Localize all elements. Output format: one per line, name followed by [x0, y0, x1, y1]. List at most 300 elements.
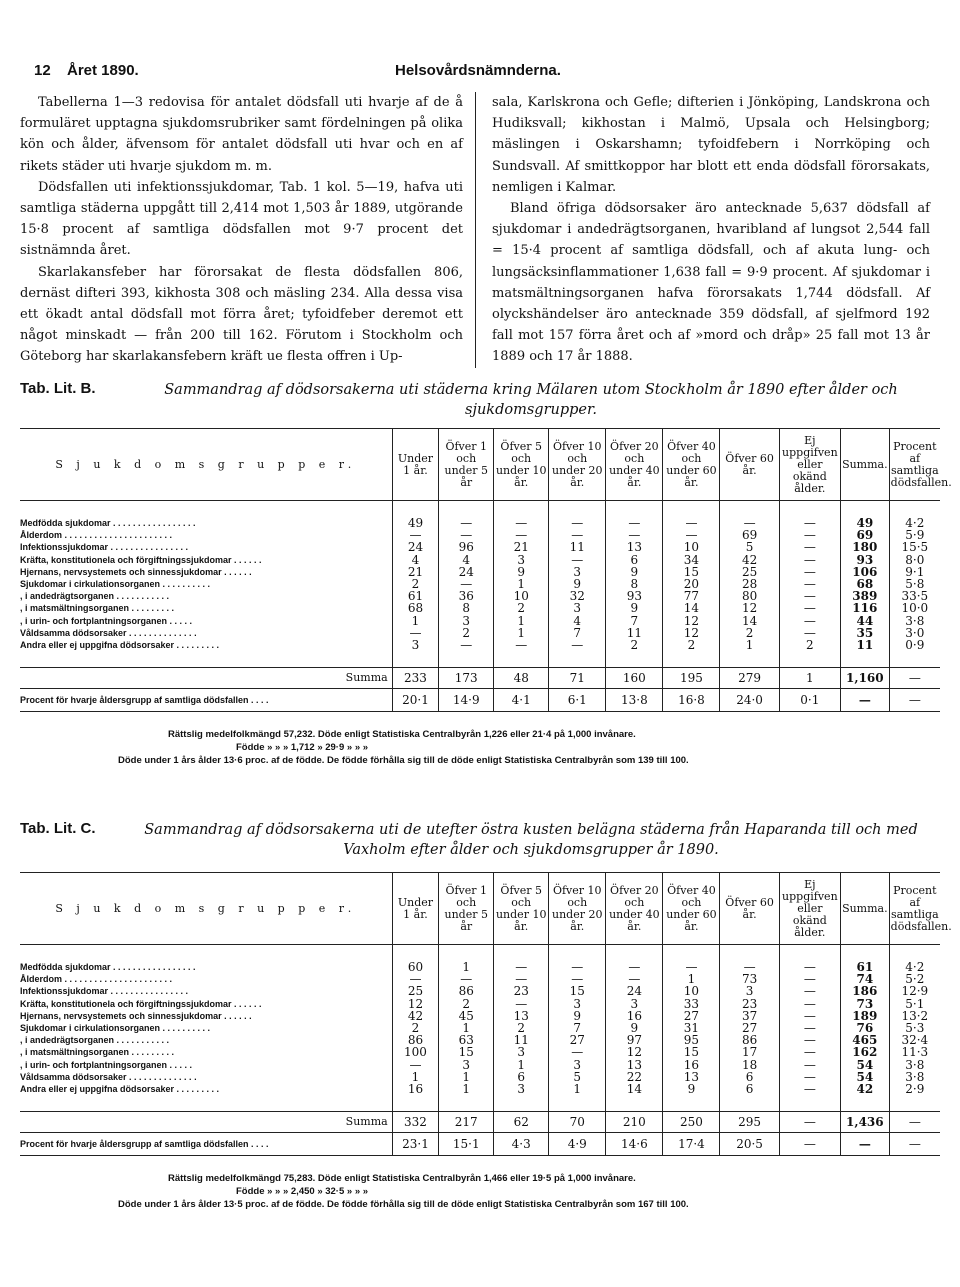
cell: 13·2	[889, 1010, 940, 1022]
cell: —	[663, 961, 720, 973]
cell: 2	[439, 998, 494, 1010]
row-label: Ålderdom . . . . . . . . . . . . . . . . . . . . . .	[20, 974, 173, 985]
table-row	[20, 1034, 940, 1046]
cell: —	[663, 529, 720, 541]
cell: —	[439, 973, 494, 985]
table-row	[20, 639, 940, 651]
cell: 62	[494, 1112, 549, 1133]
cell: —	[392, 1059, 439, 1071]
row-label: Summa	[20, 1112, 392, 1133]
cell: 12	[663, 615, 720, 627]
cell: 2	[494, 602, 549, 614]
cell: —	[779, 1034, 840, 1046]
cell: 2	[606, 639, 663, 651]
row-label: Sjukdomar i cirkulationsorganen . . . . . . . . . .	[20, 1023, 211, 1034]
cell: 4·3	[494, 1133, 549, 1156]
cell: 34	[663, 554, 720, 566]
cell: 9	[606, 602, 663, 614]
cell: 2·9	[889, 1083, 940, 1095]
cell: —	[779, 517, 840, 529]
cell: —	[549, 639, 606, 651]
cell: —	[779, 1022, 840, 1034]
cell: 60	[392, 961, 439, 973]
cell: 3	[549, 566, 606, 578]
cell: 389	[841, 590, 890, 602]
table-row	[20, 1083, 940, 1095]
column-header: Öfver 10 och under 20 år.	[549, 429, 606, 501]
cell: 160	[606, 668, 663, 689]
cell: 24·0	[720, 689, 779, 712]
cell: 5·1	[889, 998, 940, 1010]
row-label: Infektionssjukdomar . . . . . . . . . . . . . . . .	[20, 986, 189, 997]
table-b-notes	[118, 728, 689, 767]
cell: 5	[720, 541, 779, 553]
cell: 3	[392, 639, 439, 651]
row-label: Kräfta, konstitutionela och förgiftningssjukdomar . . . . . .	[20, 554, 262, 565]
row-label: Hjernans, nervsystemets och sinnessjukdomar . . . . . .	[20, 566, 252, 577]
column-header: Ej uppgifven eller okänd ålder.	[779, 873, 840, 945]
row-label: , i andedrägtsorganen . . . . . . . . . . .	[20, 1035, 170, 1046]
cell: 17·4	[663, 1133, 720, 1156]
cell: 70	[549, 1112, 606, 1133]
table-b	[20, 428, 952, 712]
cell: 27	[720, 1022, 779, 1034]
row-label: Våldsamma dödsorsaker . . . . . . . . . . . . . .	[20, 627, 197, 638]
cell: 86	[720, 1034, 779, 1046]
year-title: Året 1890.	[67, 62, 139, 79]
cell: —	[549, 517, 606, 529]
cell: 4·2	[889, 961, 940, 973]
cell: 13·8	[606, 689, 663, 712]
cell: —	[779, 961, 840, 973]
cell: 14·6	[606, 1133, 663, 1156]
table-c-heading	[20, 820, 942, 860]
column-header: Öfver 10 och under 20 år.	[549, 873, 606, 945]
row-label: Procent för hvarje åldersgrupp af samtliga dödsfallen . . . .	[20, 689, 392, 712]
cell: 100	[392, 1046, 439, 1058]
cell: 1	[494, 1059, 549, 1071]
table-row	[20, 517, 940, 529]
cell: 21	[392, 566, 439, 578]
cell: 2	[392, 578, 439, 590]
cell: —	[779, 998, 840, 1010]
column-header: Öfver 40 och under 60 år.	[663, 429, 720, 501]
cell: —	[439, 529, 494, 541]
cell: 33	[663, 998, 720, 1010]
cell: 6	[720, 1071, 779, 1083]
cell: 24	[439, 566, 494, 578]
row-label: Sjukdomar i cirkulationsorganen . . . . . . . . . .	[20, 579, 211, 590]
cell: 45	[439, 1010, 494, 1022]
note-line: Födde » » » 2,450 » 32·5 » » »	[236, 1186, 369, 1197]
table-c	[20, 872, 952, 1156]
cell: 0·1	[779, 689, 840, 712]
cell: —	[549, 554, 606, 566]
cell: 5·3	[889, 1022, 940, 1034]
cell: 1	[663, 973, 720, 985]
cell: 23	[720, 998, 779, 1010]
cell: 35	[841, 627, 890, 639]
column-header: Öfver 20 och under 40 år.	[606, 873, 663, 945]
column-header: Öfver 5 och under 10 år.	[494, 873, 549, 945]
cell: 93	[841, 554, 890, 566]
table-label: Tab. Lit. C.	[20, 820, 96, 837]
cell: —	[779, 627, 840, 639]
cell: 195	[663, 668, 720, 689]
cell: 173	[439, 668, 494, 689]
cell: 7	[549, 1022, 606, 1034]
cell: 9	[549, 1010, 606, 1022]
sum-row	[20, 668, 940, 689]
cell: 18	[720, 1059, 779, 1071]
cell: 21	[494, 541, 549, 553]
page-number: 12	[34, 62, 51, 79]
cell: 1	[779, 668, 840, 689]
cell: 465	[841, 1034, 890, 1046]
cell: —	[663, 517, 720, 529]
table-row	[20, 615, 940, 627]
cell: 7	[606, 615, 663, 627]
cell: 5	[549, 1071, 606, 1083]
cell: 74	[841, 973, 890, 985]
column-header: Ej uppgifven eller okänd ålder.	[779, 429, 840, 501]
table-row	[20, 1046, 940, 1058]
cell: 4	[549, 615, 606, 627]
cell: —	[779, 985, 840, 997]
cell: 12	[392, 998, 439, 1010]
cell: 9	[494, 566, 549, 578]
cell: 3	[494, 1046, 549, 1058]
cell: 1,160	[841, 668, 890, 689]
cell: 22	[606, 1071, 663, 1083]
cell: —	[779, 541, 840, 553]
cell: 86	[392, 1034, 439, 1046]
cell: 14·9	[439, 689, 494, 712]
column-header: Under 1 år.	[392, 873, 439, 945]
column-header: Procent af samtliga dödsfallen.	[889, 873, 940, 945]
cell: —	[779, 1059, 840, 1071]
cell: 97	[606, 1034, 663, 1046]
cell: —	[779, 1010, 840, 1022]
table-row	[20, 1010, 940, 1022]
cell: 8	[439, 602, 494, 614]
cell: 63	[439, 1034, 494, 1046]
cell: —	[606, 517, 663, 529]
table-row	[20, 578, 940, 590]
cell: —	[494, 639, 549, 651]
row-label: Medfödda sjukdomar . . . . . . . . . . . . . . . . .	[20, 962, 196, 972]
cell: 32	[549, 590, 606, 602]
row-label: Summa	[20, 668, 392, 689]
cell: 77	[663, 590, 720, 602]
cell: —	[779, 602, 840, 614]
cell: 1	[720, 639, 779, 651]
cell: 15	[663, 1046, 720, 1058]
cell: 3	[439, 1059, 494, 1071]
table-row	[20, 998, 940, 1010]
cell: 6	[494, 1071, 549, 1083]
paragraph: Skarlakansfeber har förorsakat de flesta dödsfallen 806, dernäst difteri 393, kikhosta 308 och mäsling 234. Alla dessa visa ett ökadt antal dödsfall mot förra året; tyfoidfeber deremot ett något minskadt — från 200 till 162. Förutom i Stockholm och Göteborg har skarlakansfebern kräft ue flesta offren i Up-	[20, 264, 463, 365]
column-header: S j u k d o m s g r u p p e r.	[20, 873, 392, 945]
cell: 73	[720, 973, 779, 985]
cell: 1	[392, 1071, 439, 1083]
cell: —	[779, 554, 840, 566]
cell: 16	[606, 1010, 663, 1022]
cell: 6	[606, 554, 663, 566]
cell: —	[549, 1046, 606, 1058]
row-label: , i urin- och fortplantningsorganen . . . . .	[20, 615, 192, 626]
column-header: Öfver 40 och under 60 år.	[663, 873, 720, 945]
cell: 1	[439, 1071, 494, 1083]
row-label: Hjernans, nervsystemets och sinnessjukdomar . . . . . .	[20, 1010, 252, 1021]
cell: 8	[606, 578, 663, 590]
cell: 10·0	[889, 602, 940, 614]
cell: 27	[549, 1034, 606, 1046]
column-header: Öfver 1 och under 5 år	[439, 429, 494, 501]
cell: —	[494, 961, 549, 973]
cell: 12	[663, 627, 720, 639]
cell: —	[494, 973, 549, 985]
percent-row	[20, 1133, 940, 1156]
table-label: Tab. Lit. B.	[20, 380, 96, 397]
cell: 14	[663, 602, 720, 614]
cell: —	[720, 961, 779, 973]
cell: 61	[392, 590, 439, 602]
column-header: Öfver 60 år.	[720, 429, 779, 501]
cell: 217	[439, 1112, 494, 1133]
cell: 3·0	[889, 627, 940, 639]
body-text	[20, 92, 942, 368]
cell: 13	[494, 1010, 549, 1022]
cell: 4·9	[549, 1133, 606, 1156]
table-row	[20, 1059, 940, 1071]
cell: 9	[606, 566, 663, 578]
cell: 20·1	[392, 689, 439, 712]
cell: —	[494, 517, 549, 529]
cell: 36	[439, 590, 494, 602]
cell: 23·1	[392, 1133, 439, 1156]
cell: —	[779, 1046, 840, 1058]
cell: 12	[720, 602, 779, 614]
right-column	[476, 92, 930, 368]
cell: 68	[392, 602, 439, 614]
cell: 106	[841, 566, 890, 578]
cell: 20	[663, 578, 720, 590]
cell: —	[889, 689, 940, 712]
cell: 2	[779, 639, 840, 651]
cell: 8·0	[889, 554, 940, 566]
cell: 3	[494, 1083, 549, 1095]
cell: 3	[549, 602, 606, 614]
row-label: Procent för hvarje åldersgrupp af samtliga dödsfallen . . . .	[20, 1133, 392, 1156]
cell: 15	[549, 985, 606, 997]
paragraph: Bland öfriga dödsorsaker äro antecknade 5,637 dödsfall af sjukdomar i andedrägtsorganen, hvaribland af lungsot 2,544 fall = 15·4 procent af samtliga dödsfall, och af akuta lung- och lungsäcksinflammationer 1,638 fall = 9·9 procent. Af sjukdomar i matsmältningsorganen hafva förorsakats 1,744 dödsfall. Af olyckshändelser äro antecknade 359 dödsfall, af sjelfmord 192 fall mot 157 förra året och af »mord och dråp» 25 fall mot 13 år 1889 och 17 år 1888.	[492, 201, 930, 365]
table-row	[20, 529, 940, 541]
cell: 4	[439, 554, 494, 566]
cell: 16	[392, 1083, 439, 1095]
note-line: Döde under 1 års ålder 13·6 proc. af de födde. De födde förhålla sig till de döde enligt Statistiska Centralbyrån som 139 till 100.	[118, 755, 689, 766]
column-header: Öfver 20 och under 40 år.	[606, 429, 663, 501]
cell: 54	[841, 1071, 890, 1083]
cell: 3	[720, 985, 779, 997]
cell: 186	[841, 985, 890, 997]
cell: 162	[841, 1046, 890, 1058]
cell: —	[606, 973, 663, 985]
cell: 48	[494, 668, 549, 689]
cell: 20·5	[720, 1133, 779, 1156]
table-b-heading	[20, 380, 942, 420]
paragraph: Dödsfallen uti infektionssjukdomar, Tab. 1 kol. 5—19, hafva uti samtliga städerna uppgått till 2,414 mot 1,503 år 1889, utgörande 15·8 procent af samtliga dödsfallen mot 9·7 procent det sistnämnda året.	[20, 179, 463, 259]
cell: 69	[720, 529, 779, 541]
note-line: Rättslig medelfolkmängd 75,283. Döde enligt Statistiska Centralbyrån 1,466 eller 19·5 på 1,000 invånare.	[168, 1173, 636, 1184]
table-caption: Sammandrag af dödsorsakerna uti de utefter östra kusten belägna städerna från Haparanda till och med Vaxholm efter ålder och sjukdomsgrupper år 1890.	[144, 822, 918, 858]
cell: 233	[392, 668, 439, 689]
cell: 2	[663, 639, 720, 651]
cell: 27	[663, 1010, 720, 1022]
cell: 15·1	[439, 1133, 494, 1156]
note-line: Döde under 1 års ålder 13·5 proc. af de födde. De födde förhålla sig till de döde enligt Statistiska Centralbyrån som 167 till 100.	[118, 1199, 689, 1210]
cell: —	[779, 1112, 840, 1133]
cell: 332	[392, 1112, 439, 1133]
cell: 54	[841, 1059, 890, 1071]
cell: 3·8	[889, 615, 940, 627]
cell: 12	[606, 1046, 663, 1058]
cell: 2	[494, 1022, 549, 1034]
cell: 17	[720, 1046, 779, 1058]
column-header: Öfver 1 och under 5 år	[439, 873, 494, 945]
cell: 3	[439, 615, 494, 627]
cell: 5·8	[889, 578, 940, 590]
cell: 5·2	[889, 973, 940, 985]
column-header: Öfver 5 och under 10 år.	[494, 429, 549, 501]
column-header: Summa.	[841, 873, 890, 945]
cell: —	[494, 529, 549, 541]
paragraph: Tabellerna 1—3 redovisa för antalet dödsfall uti hvarje af de å formuläret upptagna sjukdomsrubriker samt fördelningen på olika kön och ålder, äfvensom för antalet dödsfall uti hvar och en af rikets städer uti hvarje sjukdom m. m.	[20, 95, 463, 174]
cell: 33·5	[889, 590, 940, 602]
cell: —	[779, 1133, 840, 1156]
cell: 15	[439, 1046, 494, 1058]
cell: 11	[494, 1034, 549, 1046]
cell: 80	[720, 590, 779, 602]
column-header: Öfver 60 år.	[720, 873, 779, 945]
cell: 9·1	[889, 566, 940, 578]
table-c-notes	[118, 1172, 689, 1211]
cell: 61	[841, 961, 890, 973]
cell: 96	[439, 541, 494, 553]
cell: 1	[549, 1083, 606, 1095]
cell: 11·3	[889, 1046, 940, 1058]
table-caption: Sammandrag af dödsorsakerna uti städerna kring Mälaren utom Stockholm år 1890 efter ålder och sjukdomsgrupper.	[164, 382, 898, 418]
cell: 1	[439, 961, 494, 973]
column-header: Summa.	[841, 429, 890, 501]
cell: 16	[663, 1059, 720, 1071]
cell: 3	[549, 998, 606, 1010]
cell: 9	[663, 1083, 720, 1095]
cell: 86	[439, 985, 494, 997]
row-label: Kräfta, konstitutionela och förgiftningssjukdomar . . . . . .	[20, 998, 262, 1009]
row-label: Andra eller ej uppgifna dödsorsaker . . . . . . . . .	[20, 1084, 220, 1095]
table-row	[20, 961, 940, 973]
cell: 49	[392, 517, 439, 529]
cell: 42	[841, 1083, 890, 1095]
cell: —	[606, 529, 663, 541]
row-label: Medfödda sjukdomar . . . . . . . . . . . . . . . . .	[20, 518, 196, 528]
cell: 1	[494, 627, 549, 639]
table-row	[20, 554, 940, 566]
cell: 1	[392, 615, 439, 627]
cell: 93	[606, 590, 663, 602]
cell: 3·8	[889, 1071, 940, 1083]
cell: 11	[549, 541, 606, 553]
cell: —	[889, 1133, 940, 1156]
cell: 76	[841, 1022, 890, 1034]
cell: 2	[392, 1022, 439, 1034]
cell: —	[779, 578, 840, 590]
cell: 25	[392, 985, 439, 997]
cell: —	[549, 961, 606, 973]
cell: —	[779, 973, 840, 985]
cell: 9	[606, 1022, 663, 1034]
row-label: Ålderdom . . . . . . . . . . . . . . . . . . . . . .	[20, 530, 173, 541]
table-row	[20, 1071, 940, 1083]
cell: 1	[494, 578, 549, 590]
cell: 14	[606, 1083, 663, 1095]
cell: 295	[720, 1112, 779, 1133]
cell: 3·8	[889, 1059, 940, 1071]
cell: —	[889, 1112, 940, 1133]
cell: 1,436	[841, 1112, 890, 1133]
column-header: S j u k d o m s g r u p p e r.	[20, 429, 392, 501]
table-row	[20, 627, 940, 639]
cell: 23	[494, 985, 549, 997]
row-label: , i matsmältningsorganen . . . . . . . . .	[20, 1047, 175, 1058]
column-header: Under 1 år.	[392, 429, 439, 501]
cell: 42	[720, 554, 779, 566]
cell: 16·8	[663, 689, 720, 712]
cell: —	[841, 689, 890, 712]
table-row	[20, 566, 940, 578]
cell: —	[779, 615, 840, 627]
cell: —	[779, 566, 840, 578]
paragraph: sala, Karlskrona och Gefle; difterien i Jönköping, Landskrona och Hudiksvall; kikhostan i Malmö, Upsala och Helsingborg; mäslingen i Oskarshamn; tyfoidfebern i Norrköping och Sundsvall. Af smittkoppor har blott ett enda dödsfall förorsakats, nemligen i Kalmar.	[492, 95, 930, 195]
cell: —	[392, 627, 439, 639]
row-label: , i andedrägtsorganen . . . . . . . . . . .	[20, 591, 170, 602]
cell: 69	[841, 529, 890, 541]
cell: 3	[606, 998, 663, 1010]
cell: 13	[606, 541, 663, 553]
table-row	[20, 985, 940, 997]
table-row	[20, 1022, 940, 1034]
cell: 5·9	[889, 529, 940, 541]
cell: 14	[720, 615, 779, 627]
cell: 11	[841, 639, 890, 651]
cell: 9	[549, 578, 606, 590]
cell: —	[779, 1083, 840, 1095]
cell: 15·5	[889, 541, 940, 553]
cell: —	[779, 590, 840, 602]
cell: 44	[841, 615, 890, 627]
cell: 13	[663, 1071, 720, 1083]
table-row	[20, 590, 940, 602]
cell: 279	[720, 668, 779, 689]
cell: 6	[720, 1083, 779, 1095]
section-title: Helsovårdsnämnderna.	[395, 62, 561, 79]
cell: 1	[439, 1022, 494, 1034]
row-label: Infektionssjukdomar . . . . . . . . . . . . . . . .	[20, 542, 189, 553]
cell: 1	[494, 615, 549, 627]
row-label: , i matsmältningsorganen . . . . . . . . .	[20, 603, 175, 614]
cell: 24	[392, 541, 439, 553]
